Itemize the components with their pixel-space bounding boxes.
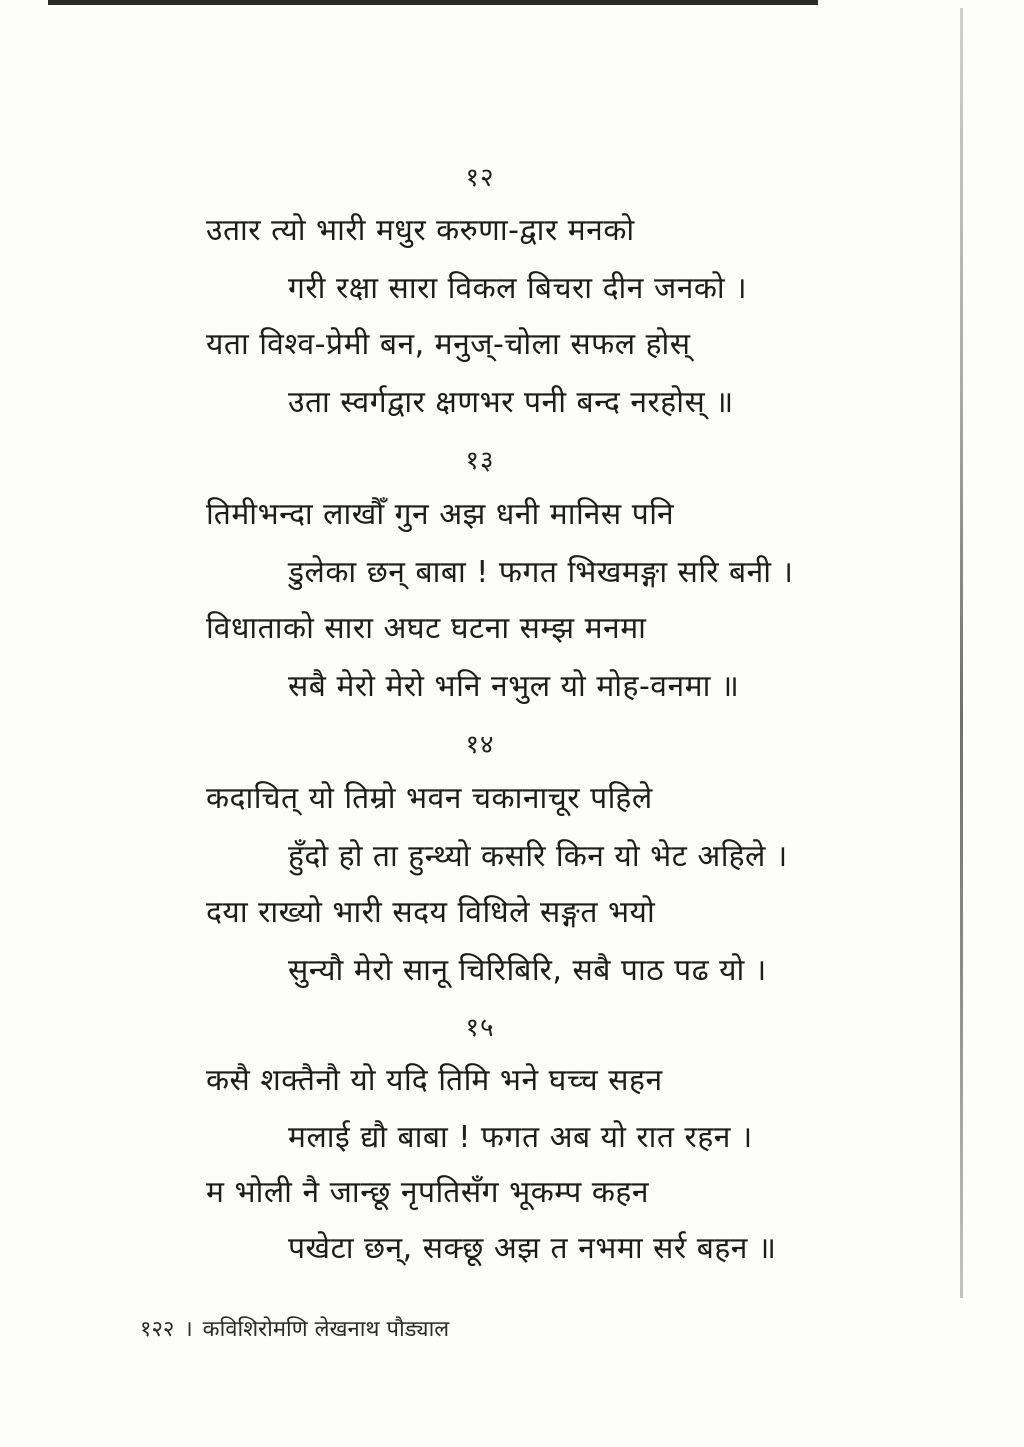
top-rule bbox=[48, 0, 818, 5]
verse-line: पखेटा छन्, सक्छू अझ त नभमा सर्र बहन ॥ bbox=[288, 1231, 777, 1266]
stanza-number: १२ bbox=[465, 163, 495, 193]
verse-line: कसै शक्तैनौ यो यदि तिमि भने घच्च सहन bbox=[206, 1063, 663, 1098]
stanza-number: १३ bbox=[465, 446, 495, 476]
verse-line: हुँदो हो ता हुन्थ्यो कसरि किन यो भेट अहिले । bbox=[288, 839, 788, 874]
page-edge-line bbox=[960, 8, 963, 1298]
verse-line: विधाताको सारा अघट घटना सम्झ मनमा bbox=[206, 611, 647, 646]
verse-line: डुलेका छन् बाबा ! फगत भिखमङ्गा सरि बनी । bbox=[288, 555, 794, 590]
page-footer bbox=[140, 1313, 449, 1343]
verse-line: तिमीभन्दा लाखौँ गुन अझ धनी मानिस पनि bbox=[206, 497, 675, 532]
verse-line: दया राख्यो भारी सदय विधिले सङ्गत भयो bbox=[206, 895, 656, 930]
verse-line: सबै मेरो मेरो भनि नभुल यो मोह-वनमा ॥ bbox=[288, 669, 740, 704]
verse-line: उता स्वर्गद्वार क्षणभर पनी बन्द नरहोस् ॥ bbox=[288, 385, 734, 420]
verse-line: यता विश्व-प्रेमी बन, मनुज्-चोला सफल होस् bbox=[206, 327, 691, 362]
stanza-number: १५ bbox=[465, 1013, 495, 1043]
verse-line: म भोली नै जान्छू नृपतिसँग भूकम्प कहन bbox=[206, 1175, 650, 1210]
verse-line: गरी रक्षा सारा विकल बिचरा दीन जनको । bbox=[288, 271, 748, 306]
running-title: कविशिरोमणि लेखनाथ पौड्याल bbox=[202, 1317, 450, 1342]
footer-separator: । bbox=[184, 1317, 193, 1342]
stanza-number: १४ bbox=[465, 730, 495, 760]
verse-line: उतार त्यो भारी मधुर करुणा-द्वार मनको bbox=[206, 213, 635, 248]
verse-line: मलाई द्यौ बाबा ! फगत अब यो रात रहन । bbox=[288, 1120, 753, 1155]
verse-line: कदाचित् यो तिम्रो भवन चकानाचूर पहिले bbox=[206, 781, 653, 816]
verse-line: सुन्यौ मेरो सानू चिरिबिरि, सबै पाठ पढ यो । bbox=[288, 953, 767, 988]
page-number: १२२ bbox=[140, 1317, 175, 1342]
